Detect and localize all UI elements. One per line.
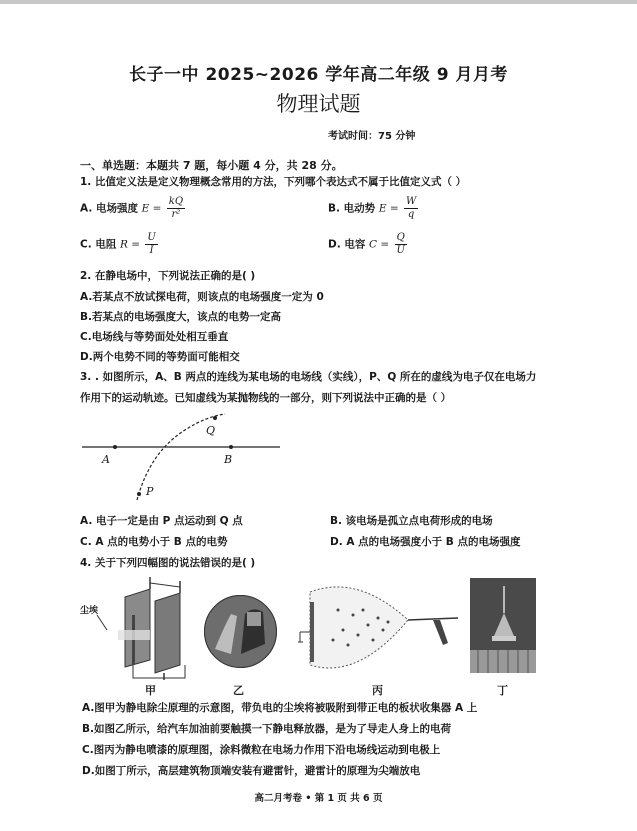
figure-yi-static-release (203, 594, 278, 669)
option-label: C. 电阻 (80, 238, 117, 251)
question-1-option-a: A. 电场强度 E = $\frac{kQ}{\text{r²}}$ (80, 196, 184, 220)
question-4-option-d: D.如图丁所示，高层建筑物顶端安装有避雷针，避雷计的原理为尖端放电 (82, 765, 421, 777)
question-2-option-d: D.两个电势不同的等势面可能相交 (80, 351, 240, 363)
figure-caption-yi: 乙 (233, 684, 244, 697)
question-3-stem-line2: 作用下的运动轨迹。已知虚线为某抛物线的一部分，则下列说法中正确的是（ ） (80, 392, 452, 404)
option-label: A. 电场强度 (80, 202, 138, 215)
exam-subject: 物理试题 (276, 92, 361, 116)
option-label: D. 电容 (328, 238, 366, 251)
exam-title: 长子一中 2025~2026 学年高二年级 9 月月考 (129, 65, 508, 85)
question-2-option-b: B.若某点的电场强度大，该点的电势一定高 (80, 311, 281, 323)
formula-var: R (120, 238, 128, 251)
figure-caption-bing: 丙 (372, 684, 383, 697)
formula-fraction: $\frac{W}{q}$ (405, 196, 417, 220)
formula-var: E (141, 202, 150, 215)
figure-jia-precipitator (80, 575, 190, 680)
point-b-label: B (224, 453, 233, 466)
question-1-stem: 1. 比值定义法是定义物理概念常用的方法，下列哪个表达式不属于比值定义式（ ） (80, 176, 467, 188)
question-1-option-b: B. 电动势 E = $\frac{W}{q}$ (328, 196, 417, 220)
question-1-option-c: C. 电阻 R = $\frac{U}{I}$ (80, 232, 156, 256)
question-3-stem-line1: 3. . 如图所示，A、B 两点的连线为某电场的电场线（实线），P、Q 所在的虚线为电子仅在电场力 (80, 371, 537, 383)
figure-caption-ding: 丁 (497, 684, 508, 697)
question-4-option-b: B.如图乙所示，给汽车加油前要触摸一下静电释放器，是为了导走人身上的电荷 (82, 723, 451, 735)
figure-caption-jia: 甲 (145, 684, 156, 697)
question-3-option-c: C. A 点的电势小于 B 点的电势 (80, 536, 228, 548)
question-4-stem: 4. 关于下列四幅图的说法错误的是( ) (80, 557, 256, 569)
point-a-label: A (102, 453, 110, 466)
figure-bing-spray-painting (298, 580, 468, 675)
question-2-stem: 2. 在静电场中，下列说法正确的是( ) (80, 270, 256, 282)
point-q-label: Q (206, 424, 216, 437)
formula-var: E (378, 202, 387, 215)
dust-label: 尘埃 (80, 606, 99, 616)
formula-fraction: $\frac{U}{I}$ (147, 232, 156, 256)
formula-fraction: $\frac{kQ}{\text{r²}}$ (168, 196, 184, 220)
question-3-option-d: D. A 点的电场强度小于 B 点的电场强度 (330, 536, 521, 548)
option-label: B. 电动势 (328, 202, 376, 215)
question-2-option-c: C.电场线与等势面处处相互垂直 (80, 331, 229, 343)
question-2-option-a: A.若某点不放试探电荷，则该点的电场强度一定为 0 (80, 291, 324, 303)
page-top-border (0, 0, 637, 4)
exam-time: 考试时间：75 分钟 (328, 131, 416, 142)
figure-ding-lightning-rod (470, 578, 536, 673)
formula-fraction: $\frac{Q}{U}$ (396, 232, 405, 256)
question-4-option-c: C.图丙为静电喷漆的原理图，涂料微粒在电场力作用下沿电场线运动到电极上 (82, 744, 441, 756)
question-3-field-line-figure (80, 412, 280, 502)
formula-var: C (369, 238, 378, 251)
section-heading: 一、单选题：本题共 7 题，每小题 4 分，共 28 分。 (80, 159, 343, 172)
question-1-option-d: D. 电容 C = $\frac{Q}{U}$ (328, 232, 405, 256)
question-3-option-a: A. 电子一定是由 P 点运动到 Q 点 (80, 515, 243, 527)
question-3-option-b: B. 该电场是孤立点电荷形成的电场 (330, 515, 493, 527)
page-footer: 高二月考卷 • 第 1 页 共 6 页 (254, 793, 383, 804)
question-4-option-a: A.图甲为静电除尘原理的示意图，带负电的尘埃将被吸附到带正电的板状收集器 A 上 (82, 702, 478, 714)
point-p-label: P (146, 485, 154, 498)
